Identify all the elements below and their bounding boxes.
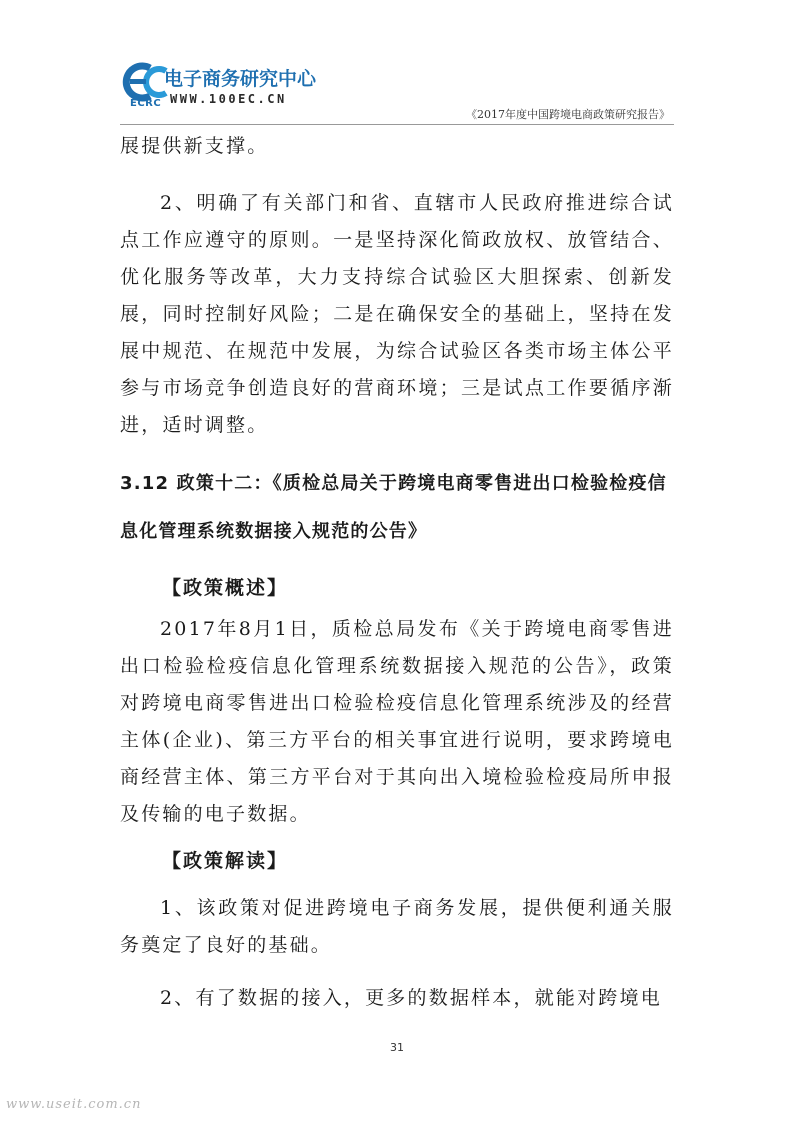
subheading-interpretation: 【政策解读】 bbox=[162, 850, 289, 872]
logo-url: WWW.100EC.CN bbox=[170, 92, 287, 106]
paragraph-principles: 2、明确了有关部门和省、直辖市人民政府推进综合试点工作应遵守的原则。一是坚持深化简政放权、放管结合、优化服务等改革，大力支持综合试验区大胆探索、创新发展，同时控制好风险；二是在确保安全的基础上，坚持在发展中规范、在规范中发展，为综合试验区各类市场主体公平参与市场竞争创造良好的营商环境；三是试点工作要循序渐进，适时调整。 bbox=[120, 192, 674, 436]
paragraph-continuation: 展提供新支撑。 bbox=[120, 135, 269, 157]
logo-name: 电子商务研究中心 bbox=[164, 68, 317, 90]
report-title: 《2017年度中国跨境电商政策研究报告》 bbox=[466, 108, 670, 121]
header-divider bbox=[120, 124, 674, 125]
paragraph-interpretation-2: 2、有了数据的接入，更多的数据样本，就能对跨境电 bbox=[160, 987, 662, 1009]
subheading-overview: 【政策概述】 bbox=[162, 577, 289, 599]
section-heading: 3.12 政策十二：《质检总局关于跨境电商零售进出口检验检疫信息化管理系统数据接入规范的公告》 bbox=[120, 473, 667, 542]
paragraph-overview: 2017年8月1日，质检总局发布《关于跨境电商零售进出口检验检疫信息化管理系统数据接入规范的公告》，政策对跨境电商零售进出口检验检疫信息化管理系统涉及的经营主体(企业)、第三方平台的相关事宜进行说明，要求跨境电商经营主体、第三方平台对于其向出入境检验检疫局所申报及传输的电子数据。 bbox=[120, 618, 674, 825]
page-number: 31 bbox=[390, 1041, 404, 1054]
page-body bbox=[120, 128, 674, 1017]
logo-abbreviation: ECRC bbox=[130, 98, 162, 109]
paragraph-interpretation-1: 1、该政策对促进跨境电子商务发展，提供便利通关服务奠定了良好的基础。 bbox=[120, 897, 674, 956]
logo bbox=[120, 58, 420, 118]
watermark: www.useit.com.cn bbox=[6, 1097, 142, 1112]
